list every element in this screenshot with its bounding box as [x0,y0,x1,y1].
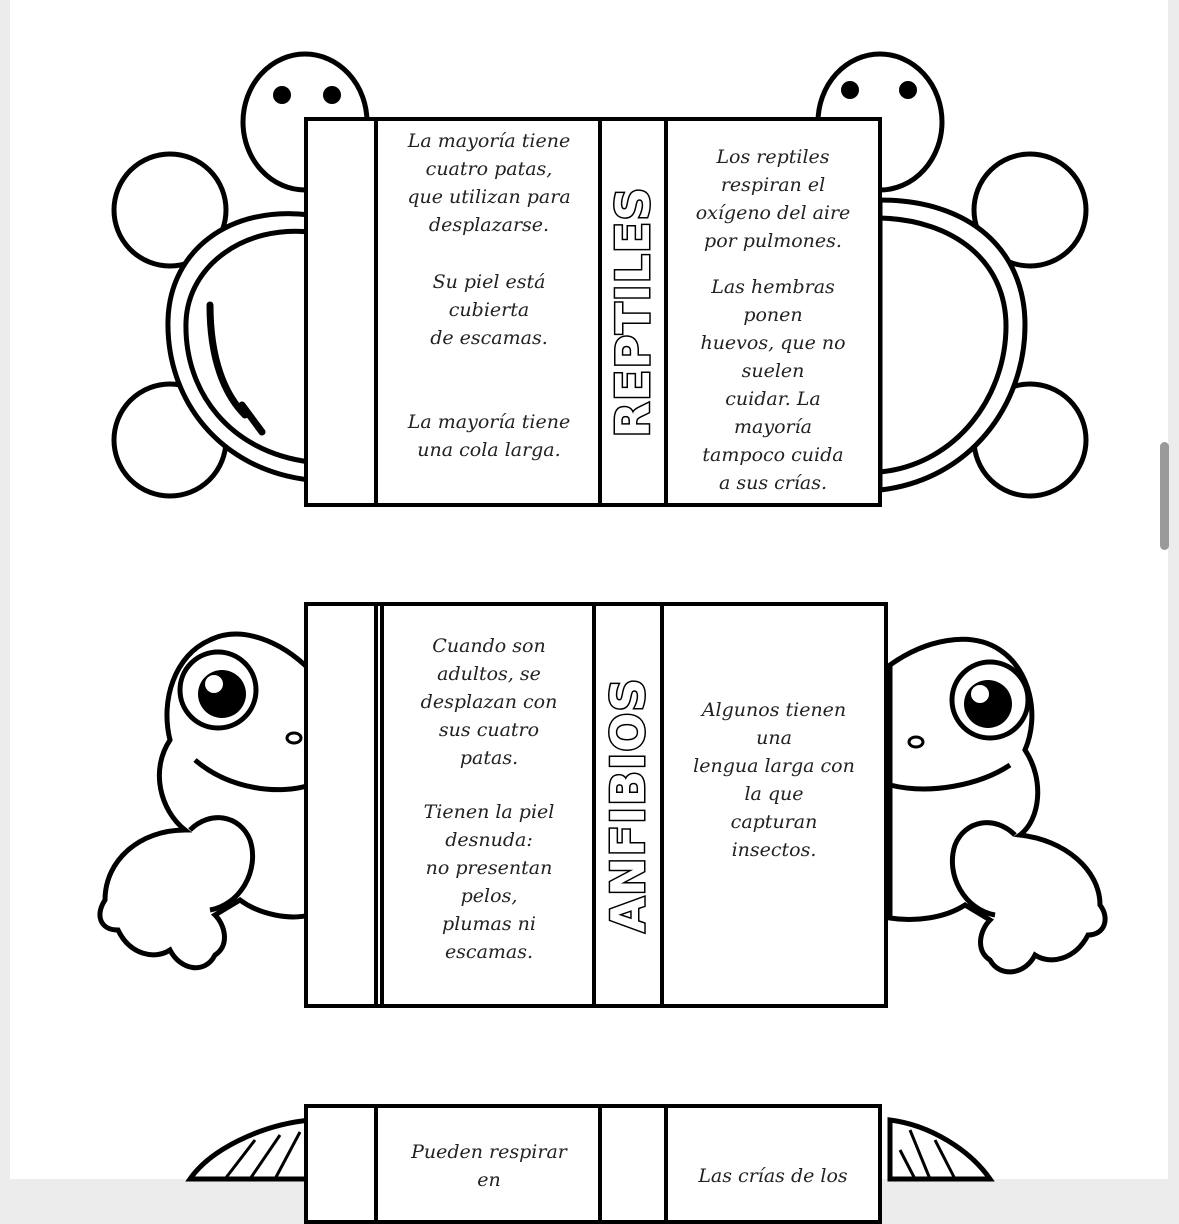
document-page [10,0,1168,1191]
reptiles-left-text-1: La mayoría tiene cuatro patas, que utilizan para desplazarse. [407,130,571,236]
anfibios-card [304,602,888,1008]
reptiles-left-panel [374,121,600,503]
third-flap-left [308,1108,376,1220]
third-left-text-1: Pueden respirar en [411,1141,567,1191]
anfibios-left-panel [380,606,594,1004]
anfibios-flap-left [308,606,376,1004]
reptiles-spine [598,121,668,503]
worksheet [10,0,1168,1191]
anfibios-right-panel [664,606,884,1004]
reptiles-right-text-1: Los reptiles respiran el oxígeno del aire por pulmones. [695,146,851,252]
anfibios-left-text-1: Cuando son adultos, se desplazan con sus cuatro patas. [420,635,558,769]
reptiles-title: REPTILES [606,186,660,438]
third-right-text-1: Las crías de los [698,1165,848,1187]
third-card [304,1104,882,1224]
scrollbar-thumb[interactable] [1160,442,1169,550]
reptiles-right-panel [668,121,878,503]
reptiles-flap-left [308,121,376,503]
third-left-panel [374,1108,600,1220]
reptiles-card [304,117,882,507]
reptiles-right-text-2: Las hembras ponen huevos, que no suelen cuidar. La mayoría tampoco cuida a sus crías. [700,276,846,494]
anfibios-title: ANFIBIOS [601,677,655,933]
reptiles-left-text-2: Su piel está cubierta de escamas. [430,271,548,349]
third-spine [598,1108,668,1220]
anfibios-spine [592,606,664,1004]
reptiles-left-text-3: La mayoría tiene una cola larga. [407,411,571,461]
anfibios-right-text-1: Algunos tienen una lengua larga con la que capturan insectos. [693,699,855,861]
anfibios-left-text-2: Tienen la piel desnuda: no presentan pelos, plumas ni escamas. [423,801,555,963]
third-right-panel [668,1108,878,1220]
